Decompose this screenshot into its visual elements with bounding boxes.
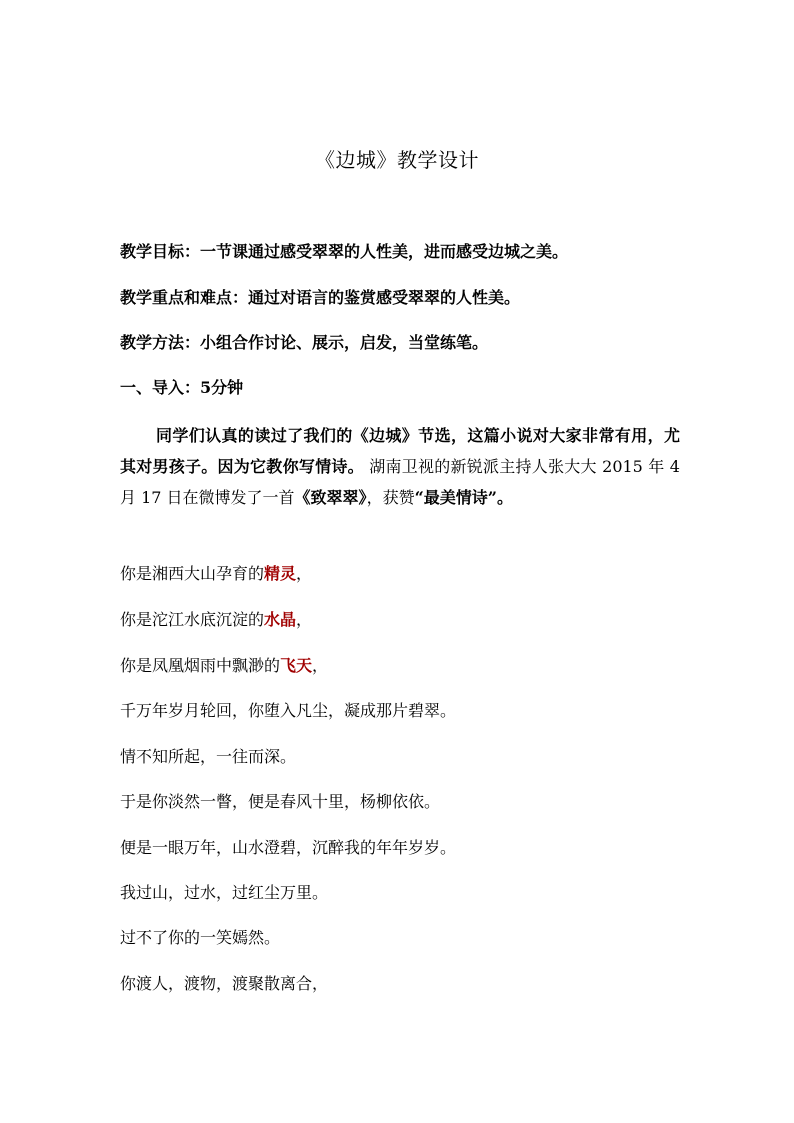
poem-line-6: 于是你淡然一瞥，便是春风十里，杨柳依依。 [120,792,441,811]
poem-line-4: 千万年岁月轮回，你堕入凡尘，凝成那片碧翠。 [120,701,457,720]
document-title: 《边城》教学设计 [315,148,479,172]
poem-line-3-highlight: 飞天 [280,656,313,675]
poem-line-1-highlight: 精灵 [264,564,297,583]
section-1-heading: 一、导入：5分钟 [120,378,244,397]
methods-text: 小组合作讨论、展示，启发，当堂练笔。 [200,333,489,352]
poem-line-2 [120,608,680,632]
poem-line-10: 你渡人，渡物，渡聚散离合， [120,974,329,993]
poem-line-8: 我过山，过水，过红尘万里。 [120,883,329,902]
intro-part-3: 《致翠翠》 [294,488,367,507]
intro-paragraph [120,420,680,513]
intro-part-2: 湖南卫视的新锐派主持人张大大 2015 年 4 月 17 日在微博发了一首 [120,457,680,507]
poem-line-3-post: ， [312,656,329,675]
poem-line-1-pre: 你是湘西大山孕育的 [120,564,265,583]
poem-line-2-highlight: 水晶 [264,610,297,629]
key-points-line [120,286,680,310]
poem-line-1-post: ， [296,564,313,583]
intro-part-4: ，获赞 [366,488,415,507]
poem-line-5: 情不知所起，一往而深。 [120,747,297,766]
poem-line-9: 过不了你的一笑嫣然。 [120,928,281,947]
key-points-text: 通过对语言的鉴赏感受翠翠的人性美。 [248,288,521,307]
poem-line-2-pre: 你是沱江水底沉淀的 [120,610,265,629]
intro-part-5: “最美情诗”。 [414,488,513,507]
objectives-label: 教学目标： [120,242,201,261]
methods-label: 教学方法： [120,333,201,352]
poem-line-1 [120,562,680,586]
intro-part-1: 同学们认真的读过了我们的《边城》节选，这篇小说对大家非常有用，尤其对男孩子。因为它教你写情诗。 [120,426,680,476]
poem-line-3-pre: 你是凤凰烟雨中飘渺的 [120,656,281,675]
poem-line-7: 便是一眼万年，山水澄碧，沉醉我的年年岁岁。 [120,838,457,857]
key-points-label: 教学重点和难点： [120,288,249,307]
poem-line-3 [120,654,680,678]
objectives-text: 一节课通过感受翠翠的人性美，进而感受边城之美。 [200,242,569,261]
methods-line [120,331,680,355]
poem-line-2-post: ， [296,610,313,629]
objectives-line [120,240,680,264]
